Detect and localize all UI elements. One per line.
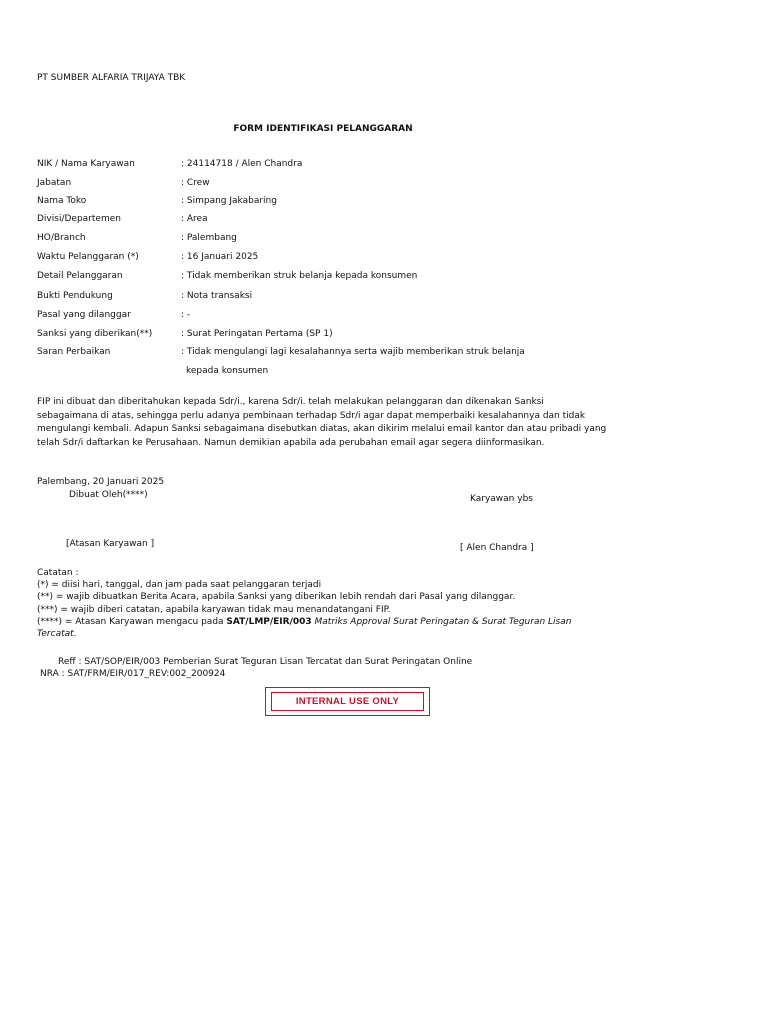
sign-employee-label: Karyawan ybs: [470, 494, 533, 504]
sign-employee-name: [ Alen Chandra ]: [460, 543, 534, 553]
field-label: NIK / Nama Karyawan: [37, 159, 135, 169]
field-value: : Area: [181, 214, 208, 224]
note-line5-end: .: [73, 629, 77, 640]
field-value: : Tidak mengulangi lagi kesalahannya serta wajib memberikan struk belanja: [181, 347, 525, 357]
reference-reff: Reff : SAT/SOP/EIR/003 Pemberian Surat Teguran Lisan Tercatat dan Surat Peringatan Online: [58, 657, 473, 667]
stamp-label: INTERNAL USE ONLY: [271, 692, 424, 711]
note-line4-italic: Matriks Approval Surat Peringatan & Surat Teguran Lisan: [311, 616, 572, 627]
field-label: Saran Perbaikan: [37, 347, 111, 357]
notes-section: [37, 567, 597, 640]
notice-paragraph: FIP ini dibuat dan diberitahukan kepada Sdr/i., karena Sdr/i. telah melakukan pelanggaran dan dikenakan Sanksi sebagaimana di atas, sehingga perlu adanya pembinaan terhadap Sdr/i agar dapat memperbaiki kesalahannya dan tidak mengulangi kembali. Adapun Sanksi sebagaimana disebutkan diatas, akan dikirim melalui email kantor dan atau pribadi yang telah Sdr/i daftarkan ke Perusahaan. Namun demikian apabila ada perubahan email agar segera diinformasikan.: [37, 397, 607, 448]
note-line5-italic: Tercatat: [37, 629, 74, 640]
notes-heading: Catatan :: [37, 568, 79, 578]
field-value: : Tidak memberikan struk belanja kepada konsumen: [181, 271, 418, 281]
field-row-saran-continued: [37, 366, 637, 380]
note-line: (***) = wajib diberi catatan, apabila karyawan tidak mau menandatangani FIP.: [37, 604, 391, 615]
field-label: Sanksi yang diberikan(**): [37, 329, 153, 339]
field-value: : Palembang: [181, 233, 237, 243]
field-row-jabatan: [37, 178, 637, 192]
field-value: : 16 Januari 2025: [181, 252, 259, 262]
field-label: Jabatan: [37, 178, 72, 188]
note-line: (*) = diisi hari, tanggal, dan jam pada saat pelanggaran terjadi: [37, 580, 322, 591]
sign-supervisor-name: [Atasan Karyawan ]: [66, 539, 155, 549]
field-label: Waktu Pelanggaran (*): [37, 252, 139, 262]
internal-use-stamp: [265, 687, 430, 716]
field-value-continuation: kepada konsumen: [186, 366, 269, 376]
field-row-bukti: [37, 291, 637, 305]
sign-made-by: Dibuat Oleh(****): [69, 490, 148, 500]
form-title: FORM IDENTIFIKASI PELANGGARAN: [233, 124, 413, 134]
field-value: : Nota transaksi: [181, 291, 253, 301]
field-row-waktu: [37, 252, 637, 266]
field-value: : Surat Peringatan Pertama (SP 1): [181, 329, 333, 339]
note-line: [37, 616, 597, 628]
field-label: Detail Pelanggaran: [37, 271, 123, 281]
note-line: [37, 628, 597, 640]
field-label: Pasal yang dilanggar: [37, 310, 131, 320]
reference-nra: NRA : SAT/FRM/EIR/017_REV:002_200924: [40, 669, 226, 679]
company-name: PT SUMBER ALFARIA TRIJAYA TBK: [37, 73, 186, 83]
field-row-nik: [37, 159, 637, 173]
field-row-pasal: [37, 310, 637, 324]
field-row-detail: [37, 271, 637, 285]
field-label: HO/Branch: [37, 233, 86, 243]
field-row-sanksi: [37, 329, 637, 343]
field-value: : 24114718 / Alen Chandra: [181, 159, 303, 169]
field-label: Bukti Pendukung: [37, 291, 113, 301]
field-value: : Simpang Jakabaring: [181, 196, 277, 206]
field-label: Nama Toko: [37, 196, 87, 206]
field-row-saran: [37, 347, 637, 361]
field-value: : Crew: [181, 178, 210, 188]
field-value: : -: [181, 310, 191, 320]
field-row-nama-toko: [37, 196, 637, 210]
note-line: (**) = wajib dibuatkan Berita Acara, apabila Sanksi yang diberikan lebih rendah dari Pasal yang dilanggar.: [37, 592, 516, 603]
field-label: Divisi/Departemen: [37, 214, 121, 224]
note-line4-code: SAT/LMP/EIR/003: [226, 616, 312, 627]
field-row-divisi: [37, 214, 637, 228]
note-line4-prefix: (****) = Atasan Karyawan mengacu pada: [37, 616, 227, 627]
field-row-branch: [37, 233, 637, 247]
sign-place-date: Palembang, 20 Januari 2025: [37, 477, 165, 487]
